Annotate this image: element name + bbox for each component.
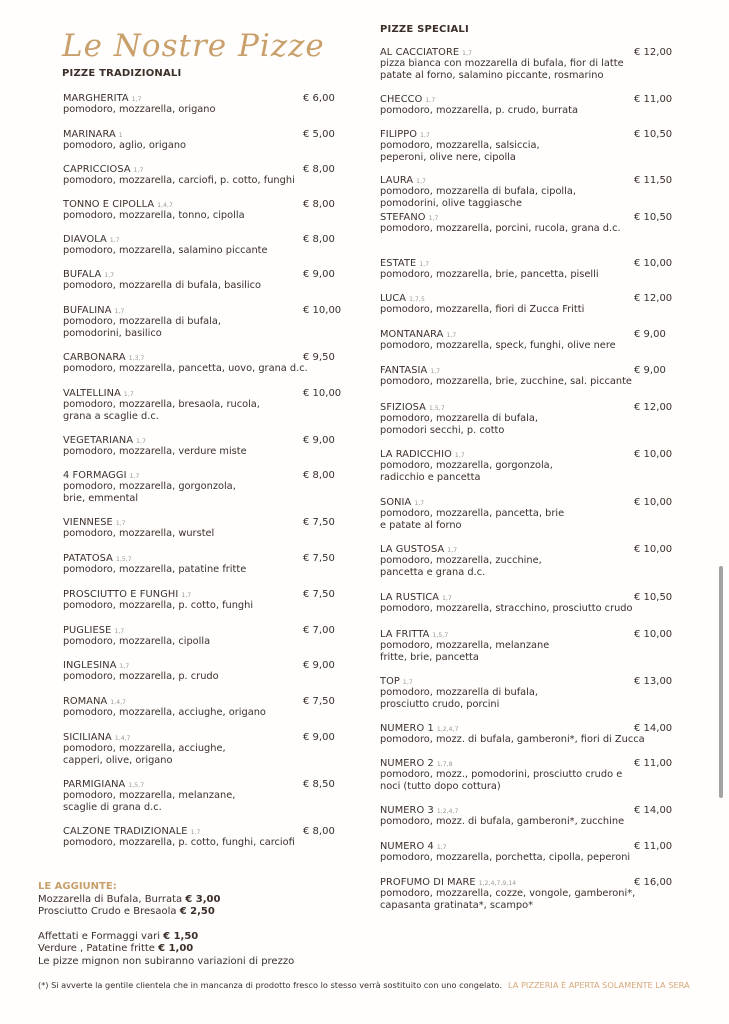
menu-item	[63, 269, 363, 292]
pizza-description	[63, 363, 363, 375]
description-line: pomodoro, mozzarella, pancetta, uovo, grana d.c.	[63, 363, 308, 374]
allergen-codes: 1,7	[402, 679, 413, 686]
pizza-description	[63, 140, 363, 152]
menu-item	[63, 732, 363, 767]
pizza-price: € 10,00	[634, 497, 673, 508]
pizza-price: € 8,00	[303, 826, 335, 837]
menu-item	[380, 758, 700, 793]
description-line: pomodoro, mozzarella di bufala, cipolla,	[380, 186, 576, 197]
menu-item	[380, 676, 700, 711]
aggiunta-price: € 3,00	[185, 893, 221, 905]
pizza-name: CHECCO	[380, 94, 423, 105]
pizza-price: € 8,00	[303, 470, 335, 481]
allergen-codes: 1,3,7	[128, 355, 145, 362]
allergen-codes: 1,7	[123, 391, 134, 398]
pizza-price: € 12,00	[634, 293, 673, 304]
allergen-codes: 1,7	[114, 628, 125, 635]
menu-item	[380, 544, 700, 579]
allergen-codes: 1,2,4,7	[436, 726, 459, 733]
section-title-speciali: PIZZE SPECIALI	[380, 24, 469, 35]
pizza-name: PUGLIESE	[63, 625, 112, 636]
pizza-name: NUMERO 1	[380, 723, 434, 734]
description-line: pomodoro, mozzarella di bufala,	[380, 687, 538, 698]
pizza-description	[63, 564, 363, 576]
menu-item	[63, 93, 363, 116]
description-line: patate al forno, salamino piccante, rosmarino	[380, 70, 604, 81]
pizza-name: LA GUSTOSA	[380, 544, 445, 555]
pizza-description	[63, 399, 363, 423]
pizza-name: LA RADICCHIO	[380, 449, 452, 460]
pizza-name: VEGETARIANA	[63, 435, 134, 446]
aggiunta-text: Prosciutto Crudo e Bresaola	[38, 906, 180, 917]
allergen-codes: 1,7	[129, 473, 140, 480]
menu-item	[380, 293, 700, 316]
allergen-codes: 1,7	[115, 520, 126, 527]
description-line: radicchio e pancetta	[380, 472, 481, 483]
description-line: pomodoro, mozzarella di bufala,	[63, 316, 221, 327]
description-line: prosciutto crudo, porcini	[380, 699, 500, 710]
aggiunte-heading: LE AGGIUNTE:	[38, 881, 117, 892]
description-line: pomodoro, mozzarella, cipolla	[63, 636, 211, 647]
pizza-name: DIAVOLA	[63, 234, 107, 245]
allergen-codes: 1,4,7	[110, 699, 127, 706]
pizza-name: LA RUSTICA	[380, 592, 440, 603]
description-line: pomodori secchi, p. cotto	[380, 425, 505, 436]
description-line: pomodoro, mozzarella, verdure miste	[63, 446, 247, 457]
pizza-price: € 13,00	[634, 676, 673, 687]
description-line: pomodoro, mozzarella, bresaola, rucola,	[63, 399, 260, 410]
allergen-codes: 1,7	[181, 592, 192, 599]
allergen-codes: 1,2,4,7,9,14	[478, 880, 517, 887]
menu-item	[380, 175, 700, 210]
menu-item	[380, 497, 700, 532]
pizza-price: € 9,00	[303, 269, 335, 280]
allergen-codes: 1,7	[190, 829, 201, 836]
description-line: brie, emmental	[63, 493, 139, 504]
allergen-codes: 1,7	[131, 96, 142, 103]
pizza-name: SONIA	[380, 497, 412, 508]
pizza-name: NUMERO 2	[380, 758, 434, 769]
menu-item	[380, 449, 700, 484]
pizza-description	[63, 446, 363, 458]
pizza-description	[63, 280, 363, 292]
pizza-price: € 7,50	[303, 696, 335, 707]
description-line: pomodoro, mozzarella, tonno, cipolla	[63, 210, 245, 221]
pizza-description	[380, 816, 700, 828]
description-line: pomodoro, mozzarella, gorgonzola,	[63, 481, 236, 492]
menu-item	[63, 779, 363, 814]
allergen-codes: 1,4,7	[157, 202, 173, 209]
menu-title: Le Nostre Pizze	[62, 28, 325, 64]
allergen-codes: 1	[118, 132, 123, 139]
description-line: pancetta e grana d.c.	[380, 567, 486, 578]
pizza-price: € 10,00	[634, 449, 673, 460]
description-line: capperi, olive, origano	[63, 755, 173, 766]
pizza-price: € 10,00	[634, 629, 673, 640]
pizza-description	[380, 460, 700, 484]
description-line: pomodoro, mozzarella, pancetta, brie	[380, 508, 565, 519]
menu-item	[380, 47, 700, 82]
pizza-price: € 9,00	[303, 660, 335, 671]
description-line: pomodoro, mozzarella di bufala,	[380, 413, 538, 424]
pizza-description	[63, 104, 363, 116]
description-line: pomodoro, mozzarella, wurstel	[63, 528, 215, 539]
pizza-price: € 10,50	[634, 592, 673, 603]
pizza-price: € 8,00	[303, 164, 335, 175]
pizza-name: PATATOSA	[63, 553, 113, 564]
allergen-codes: 1,5,7	[432, 632, 449, 639]
allergen-codes: 1,7	[119, 663, 130, 670]
menu-item	[63, 305, 363, 340]
pizza-name: MARINARA	[63, 129, 116, 140]
allergen-codes: 1,7	[114, 308, 125, 315]
pizza-description	[63, 636, 363, 648]
allergen-codes: 1,7	[454, 452, 465, 459]
description-line: pomodoro, mozzarella, carciofi, p. cotto, funghi	[63, 175, 295, 186]
pizza-price: € 11,50	[634, 175, 673, 186]
pizza-price: € 9,00	[634, 329, 666, 340]
menu-item	[380, 841, 700, 864]
description-line: pomodoro, mozz. di bufala, gamberoni*, zucchine	[380, 816, 625, 827]
pizza-description	[63, 600, 363, 612]
pizza-description	[380, 269, 700, 281]
description-line: pomodoro, mozzarella, porcini, rucola, grana d.c.	[380, 223, 621, 234]
allergen-codes: 1,5,7	[116, 556, 132, 563]
pizza-description	[380, 734, 700, 746]
description-line: e patate al forno	[380, 520, 462, 531]
menu-item	[63, 164, 363, 187]
allergen-codes: 1,7,5	[409, 296, 425, 303]
pizza-name: VIENNESE	[63, 517, 113, 528]
description-line: fritte, brie, pancetta	[380, 652, 479, 663]
pizza-name: CAPRICCIOSA	[63, 164, 131, 175]
pizza-price: € 8,50	[303, 779, 335, 790]
allergen-codes: 1,4,7	[114, 735, 131, 742]
pizza-name: NUMERO 4	[380, 841, 434, 852]
description-line: pomodoro, mozzarella, porchetta, cipolla, peperoni	[380, 852, 631, 863]
pizza-price: € 11,00	[634, 758, 673, 769]
allergen-codes: 1,7	[420, 132, 430, 139]
allergen-codes: 1,7	[442, 595, 452, 602]
menu-item	[380, 212, 700, 235]
pizza-price: € 8,00	[303, 234, 335, 245]
menu-item	[63, 517, 363, 540]
pizza-description	[380, 413, 700, 437]
menu-item	[380, 365, 700, 388]
mignon-note: Le pizze mignon non subiranno variazioni di prezzo	[38, 955, 295, 967]
pizza-description	[380, 376, 700, 388]
description-line: scaglie di grana d.c.	[63, 802, 162, 813]
menu-item	[63, 625, 363, 648]
allergen-codes: 1,7	[446, 332, 457, 339]
aggiunta-line	[38, 931, 294, 944]
pizza-name: MARGHERITA	[63, 93, 129, 104]
menu-item	[380, 402, 700, 437]
pizza-description	[63, 837, 363, 849]
pizza-name: PROSCIUTTO E FUNGHI	[63, 589, 179, 600]
description-line: pomodoro, mozzarella, origano	[63, 104, 216, 115]
allergen-codes: 1,7	[109, 237, 120, 244]
description-line: pomodoro, mozzarella, acciughe,	[63, 743, 226, 754]
pizza-name: LUCA	[380, 293, 407, 304]
pizza-name: INGLESINA	[63, 660, 117, 671]
description-line: pomodorini, olive taggiasche	[380, 198, 522, 209]
menu-item	[380, 129, 700, 164]
opening-hours-note: LA PIZZERIA È APERTA SOLAMENTE LA SERA	[508, 980, 690, 990]
menu-item	[63, 553, 363, 576]
aggiunta-line	[38, 906, 294, 919]
pizza-description	[380, 640, 700, 664]
pizza-name: PROFUMO DI MARE	[380, 877, 476, 888]
description-line: pomodoro, aglio, origano	[63, 140, 187, 151]
menu-item	[63, 199, 363, 222]
allergen-codes: 1,7	[133, 167, 144, 174]
pizza-price: € 12,00	[634, 402, 673, 413]
allergen-codes: 1,7	[136, 438, 146, 445]
pizza-price: € 9,00	[634, 365, 666, 376]
pizza-description	[380, 852, 700, 864]
pizza-name: BUFALA	[63, 269, 102, 280]
menu-item	[63, 234, 363, 257]
pizza-name: PARMIGIANA	[63, 779, 126, 790]
pizza-price: € 10,50	[634, 129, 673, 140]
description-line: pomodoro, mozzarella, speck, funghi, olive nere	[380, 340, 616, 351]
pizza-description	[380, 769, 700, 793]
menu-item	[63, 696, 363, 719]
description-line: pomodoro, mozzarella, zucchine,	[380, 555, 542, 566]
description-line: pomodoro, mozzarella, melanzane,	[63, 790, 236, 801]
allergen-codes: 1,7	[430, 368, 441, 375]
pizza-name: ROMANA	[63, 696, 108, 707]
aggiunta-text: Affettati e Formaggi vari	[38, 930, 164, 942]
description-line: pomodoro, mozzarella, p. crudo, burrata	[380, 105, 579, 116]
pizza-description	[63, 175, 363, 187]
aggiunte-section	[38, 881, 294, 968]
pizza-description	[380, 223, 700, 235]
menu-item	[63, 470, 363, 505]
pizza-price: € 11,00	[634, 841, 673, 852]
pizza-price: € 12,00	[634, 47, 673, 58]
allergen-codes: 1,7	[414, 500, 425, 507]
allergen-codes: 1,7	[447, 547, 458, 554]
pizza-price: € 9,00	[303, 732, 335, 743]
pizza-description	[380, 105, 700, 117]
pizza-name: LAURA	[380, 175, 414, 186]
menu-item	[63, 660, 363, 683]
aggiunta-text: Verdure , Patatine fritte	[38, 943, 159, 954]
pizza-name: 4 FORMAGGI	[63, 470, 127, 481]
pizza-price: € 10,00	[634, 544, 673, 555]
allergen-codes: 1,5,7	[128, 782, 145, 789]
pizza-description	[63, 245, 363, 257]
menu-item	[63, 589, 363, 612]
pizza-name: CALZONE TRADIZIONALE	[63, 826, 188, 837]
aggiunta-price: € 2,50	[179, 906, 215, 917]
menu-item	[380, 258, 700, 281]
pizza-name: TOP	[380, 676, 400, 687]
pizza-price: € 10,00	[303, 305, 342, 316]
pizza-price: € 14,00	[634, 723, 673, 734]
pizza-name: NUMERO 3	[380, 805, 434, 816]
menu-item	[380, 592, 700, 615]
pizza-price: € 10,50	[634, 212, 673, 223]
aggiunta-price: € 1,00	[158, 943, 194, 954]
pizza-price: € 7,50	[303, 589, 335, 600]
pizza-description	[63, 707, 363, 719]
menu-item	[63, 388, 363, 423]
pizza-description	[380, 186, 700, 210]
description-line: pomodoro, mozzarella, p. cotto, funghi, carciofi	[63, 837, 295, 848]
allergen-codes: 1,2,4,7	[436, 808, 459, 815]
pizza-price: € 9,00	[303, 435, 335, 446]
pizza-description	[63, 528, 363, 540]
pizza-name: STEFANO	[380, 212, 426, 223]
description-line: pomodoro, mozzarella di bufala, basilico	[63, 280, 261, 291]
menu-item	[380, 629, 700, 664]
pizza-name: FILIPPO	[380, 129, 418, 140]
pizza-price: € 8,00	[303, 199, 335, 210]
pizza-description	[380, 340, 700, 352]
pizza-name: FANTASIA	[380, 365, 428, 376]
menu-item	[63, 352, 363, 375]
aggiunta-text: Mozzarella di Bufala, Burrata	[38, 893, 186, 905]
description-line: pomodoro, mozzarella, salamino piccante	[63, 245, 268, 256]
pizza-name: ESTATE	[380, 258, 417, 269]
aggiunta-price: € 1,50	[163, 930, 199, 942]
pizza-name: SICILIANA	[63, 732, 112, 743]
aggiunta-line	[38, 894, 294, 907]
pizza-description	[63, 316, 363, 340]
allergen-codes: 1,7	[419, 261, 430, 268]
description-line: pomodoro, mozz., pomodorini, prosciutto crudo e	[380, 769, 623, 780]
menu-item	[380, 329, 700, 352]
pizza-price: € 5,00	[303, 129, 335, 140]
description-line: pomodoro, mozzarella, stracchino, prosciutto crudo	[380, 603, 633, 614]
description-line: pomodoro, mozzarella, fiori di Zucca Fritti	[380, 304, 585, 315]
pizza-description	[380, 304, 700, 316]
pizza-name: VALTELLINA	[63, 388, 121, 399]
pizza-name: LA FRITTA	[380, 629, 430, 640]
allergen-codes: 1,7	[436, 844, 447, 851]
pizza-price: € 11,00	[634, 94, 673, 105]
pizza-description	[380, 687, 700, 711]
allergen-codes: 1,7	[425, 97, 436, 104]
pizza-price: € 16,00	[634, 877, 673, 888]
description-line: noci (tutto dopo cottura)	[380, 781, 501, 792]
scrollbar-thumb[interactable]	[719, 566, 723, 798]
pizza-price: € 7,50	[303, 553, 335, 564]
description-line: pomodoro, mozzarella, melanzane	[380, 640, 550, 651]
pizza-price: € 7,00	[303, 625, 335, 636]
pizza-name: SFIZIOSA	[380, 402, 426, 413]
description-line: pomodoro, mozzarella, patatine fritte	[63, 564, 247, 575]
description-line: capasanta gratinata*, scampo*	[380, 900, 534, 911]
allergen-codes: 1,7,8	[436, 761, 453, 768]
pizza-name: CARBONARA	[63, 352, 126, 363]
footer-note: (*) Si avverte la gentile clientela che in mancanza di prodotto fresco lo stesso verrà sostituito con uno congelato.	[38, 980, 503, 990]
description-line: pomodoro, mozzarella, acciughe, origano	[63, 707, 266, 718]
aggiunta-line	[38, 943, 294, 956]
allergen-codes: 1,7	[104, 272, 115, 279]
menu-item	[380, 877, 700, 912]
menu-item	[380, 94, 700, 117]
pizza-description	[380, 58, 700, 82]
pizza-price: € 9,50	[303, 352, 335, 363]
description-line: pizza bianca con mozzarella di bufala, fior di latte	[380, 58, 624, 69]
pizza-name: BUFALINA	[63, 305, 112, 316]
menu-item	[63, 129, 363, 152]
pizza-description	[380, 555, 700, 579]
menu-item	[380, 805, 700, 828]
menu-item	[380, 723, 700, 746]
pizza-price: € 6,00	[303, 93, 335, 104]
allergen-codes: 1,7	[416, 178, 427, 185]
pizza-description	[63, 481, 363, 505]
allergen-codes: 1,7	[462, 50, 472, 57]
description-line: pomodoro, mozz. di bufala, gamberoni*, fiori di Zucca	[380, 734, 645, 745]
description-line: pomodoro, mozzarella, salsiccia,	[380, 140, 540, 151]
description-line: pomodoro, mozzarella, p. cotto, funghi	[63, 600, 254, 611]
pizza-description	[380, 508, 700, 532]
pizza-price: € 14,00	[634, 805, 673, 816]
pizza-description	[380, 603, 700, 615]
pizza-name: TONNO E CIPOLLA	[63, 199, 155, 210]
pizza-price: € 7,50	[303, 517, 335, 528]
menu-item	[63, 826, 363, 849]
description-line: grana a scaglie d.c.	[63, 411, 159, 422]
pizza-description	[63, 743, 363, 767]
pizza-description	[380, 140, 700, 164]
description-line: pomodoro, mozzarella, brie, pancetta, piselli	[380, 269, 599, 280]
pizza-price: € 10,00	[303, 388, 342, 399]
section-title-tradizionali: PIZZE TRADIZIONALI	[62, 68, 182, 79]
menu-item	[63, 435, 363, 458]
description-line: peperoni, olive nere, cipolla	[380, 152, 516, 163]
pizza-price: € 10,00	[634, 258, 673, 269]
pizza-description	[63, 671, 363, 683]
pizza-name: MONTANARA	[380, 329, 444, 340]
description-line: pomodoro, mozzarella, gorgonzola,	[380, 460, 553, 471]
pizza-description	[63, 210, 363, 222]
description-line: pomodoro, mozzarella, cozze, vongole, gamberoni*,	[380, 888, 636, 899]
allergen-codes: 1,7	[428, 215, 439, 222]
allergen-codes: 1,5,7	[428, 405, 445, 412]
pizza-description	[63, 790, 363, 814]
description-line: pomodorini, basilico	[63, 328, 162, 339]
pizza-name: AL CACCIATORE	[380, 47, 460, 58]
footer	[38, 980, 690, 990]
description-line: pomodoro, mozzarella, brie, zucchine, sal. piccante	[380, 376, 632, 387]
description-line: pomodoro, mozzarella, p. crudo	[63, 671, 219, 682]
pizza-description	[380, 888, 700, 912]
